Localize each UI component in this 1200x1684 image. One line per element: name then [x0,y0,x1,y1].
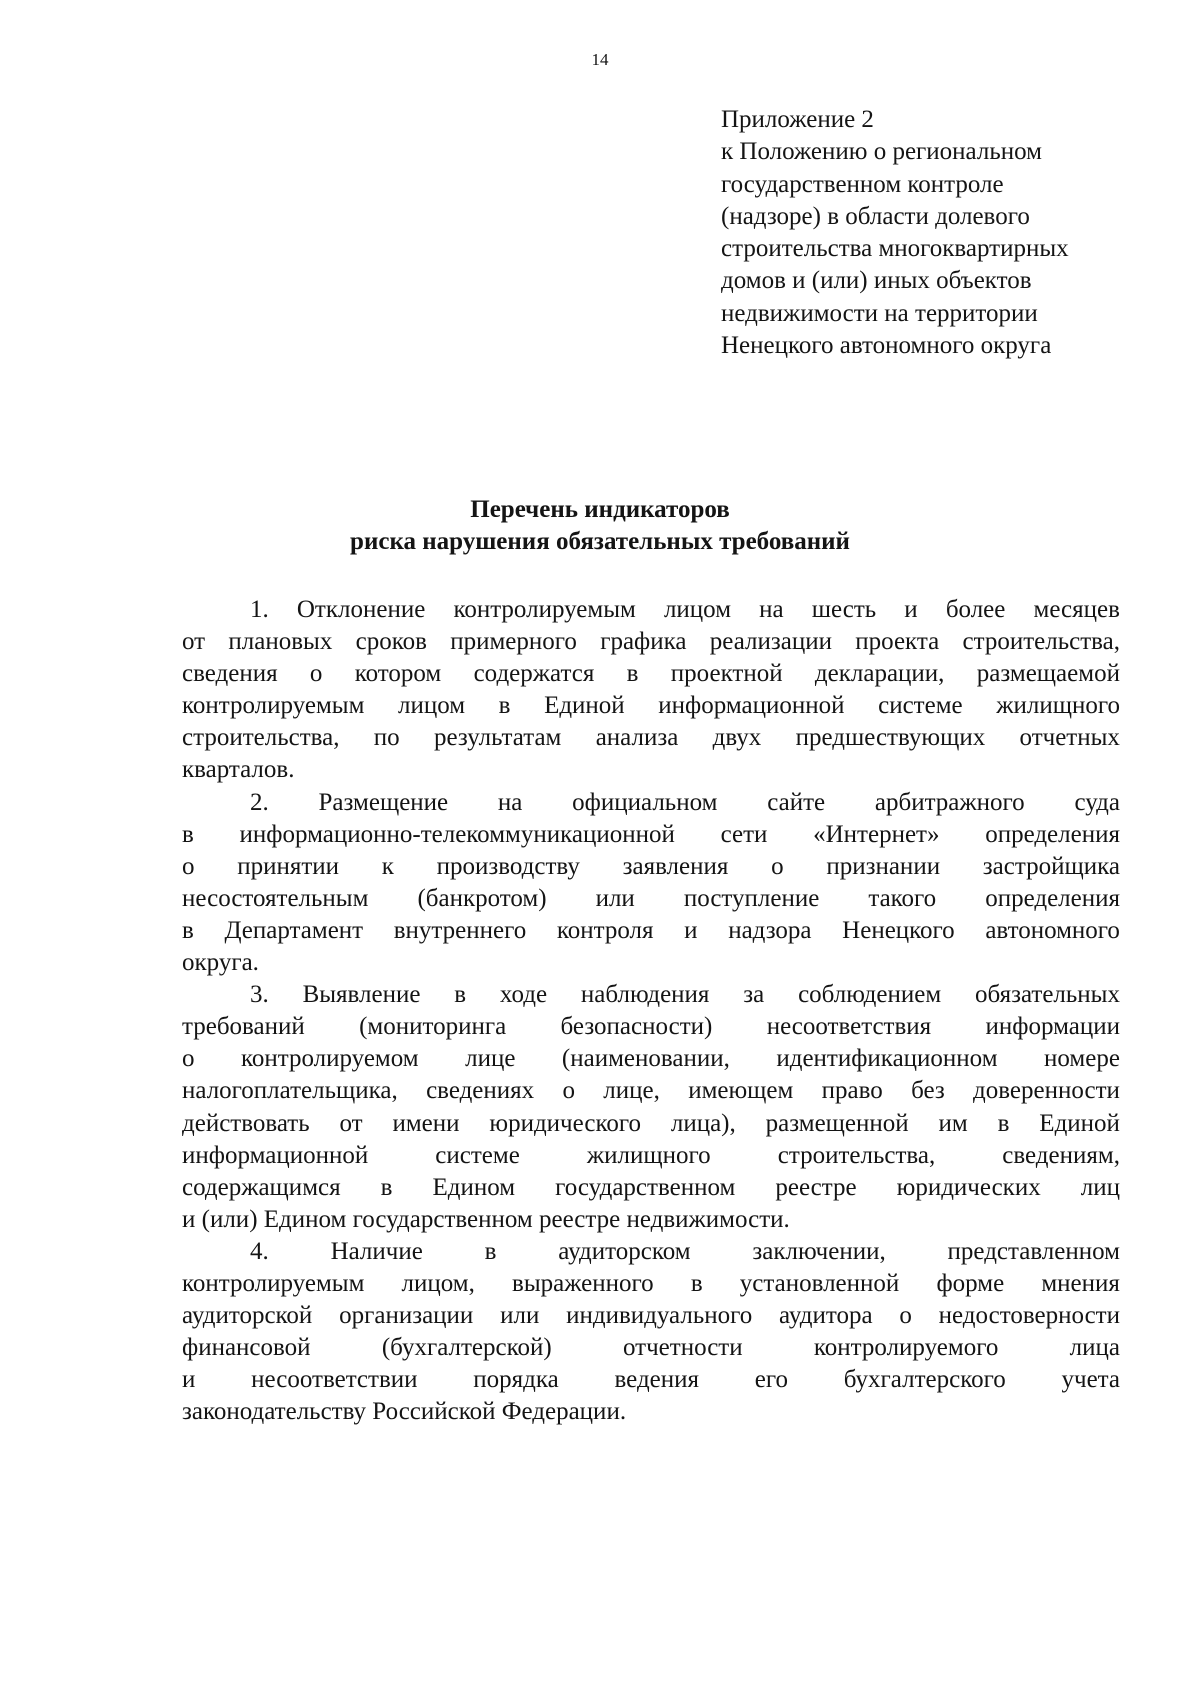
text-line: кварталов. [182,756,295,784]
text-line: и несоответствии порядка ведения его бухгалтерского учета [182,1366,1120,1394]
text-line: о контролируемом лице (наименовании, идентификационном номере [182,1045,1120,1073]
text-line: в информационно-телекоммуникационной сети «Интернет» определения [182,820,1120,848]
text-line: информационной системе жилищного строительства, сведениям, [182,1141,1120,1169]
page-number: 14 [591,50,609,69]
text-line: законодательству Российской Федерации. [182,1398,627,1426]
text-line: о принятии к производству заявления о признании застройщика [182,852,1120,880]
appendix-line: недвижимости на территории [721,299,1038,327]
text-line: строительства, по результатам анализа двух предшествующих отчетных [182,724,1120,752]
text-line: требований (мониторинга безопасности) несоответствия информации [182,1013,1120,1041]
appendix-line: домов и (или) иных объектов [721,267,1032,295]
appendix-header [721,104,1141,362]
text-line: 3. Выявление в ходе наблюдения за соблюдением обязательных [250,981,1120,1009]
list-item [182,1236,1120,1429]
text-line: контролируемым лицом в Единой информационной системе жилищного [182,692,1120,720]
text-line: от плановых сроков примерного графика реализации проекта строительства, [182,628,1120,656]
text-line: округа. [182,949,259,977]
title-line-1: Перечень индикаторов [470,496,730,523]
text-line: контролируемым лицом, выраженного в установленной форме мнения [182,1269,1120,1297]
text-line: несостоятельным (банкротом) или поступление такого определения [182,884,1120,912]
text-line: 2. Размещение на официальном сайте арбитражного суда [250,788,1120,816]
text-line: финансовой (бухгалтерской) отчетности контролируемого лица [182,1334,1120,1362]
text-line: 4. Наличие в аудиторском заключении, представленном [250,1237,1120,1265]
text-line: и (или) Едином государственном реестре недвижимости. [182,1205,790,1233]
text-line: действовать от имени юридического лица), размещенной им в Единой [182,1109,1120,1137]
appendix-line: государственном контроле [721,170,1004,198]
text-line: налогоплательщика, сведениях о лице, имеющем право без доверенности [182,1077,1120,1105]
appendix-line: Ненецкого автономного округа [721,332,1052,360]
appendix-line: к Положению о региональном [721,138,1042,166]
appendix-line: (надзоре) в области долевого [721,202,1030,230]
text-line: в Департамент внутреннего контроля и надзора Ненецкого автономного [182,916,1120,944]
document-body [182,594,1120,1428]
list-item [182,594,1120,787]
appendix-line: строительства многоквартирных [721,235,1069,263]
list-item [182,979,1120,1236]
text-line: сведения о котором содержатся в проектной декларации, размещаемой [182,660,1120,688]
text-line: содержащимся в Едином государственном реестре юридических лиц [182,1173,1120,1201]
text-line: аудиторской организации или индивидуального аудитора о недостоверности [182,1302,1120,1330]
appendix-line: Приложение 2 [721,106,874,133]
list-item [182,787,1120,980]
title-line-2: риска нарушения обязательных требований [350,528,850,555]
document-title [0,494,1200,558]
text-line: 1. Отклонение контролируемым лицом на шесть и более месяцев [250,596,1120,623]
